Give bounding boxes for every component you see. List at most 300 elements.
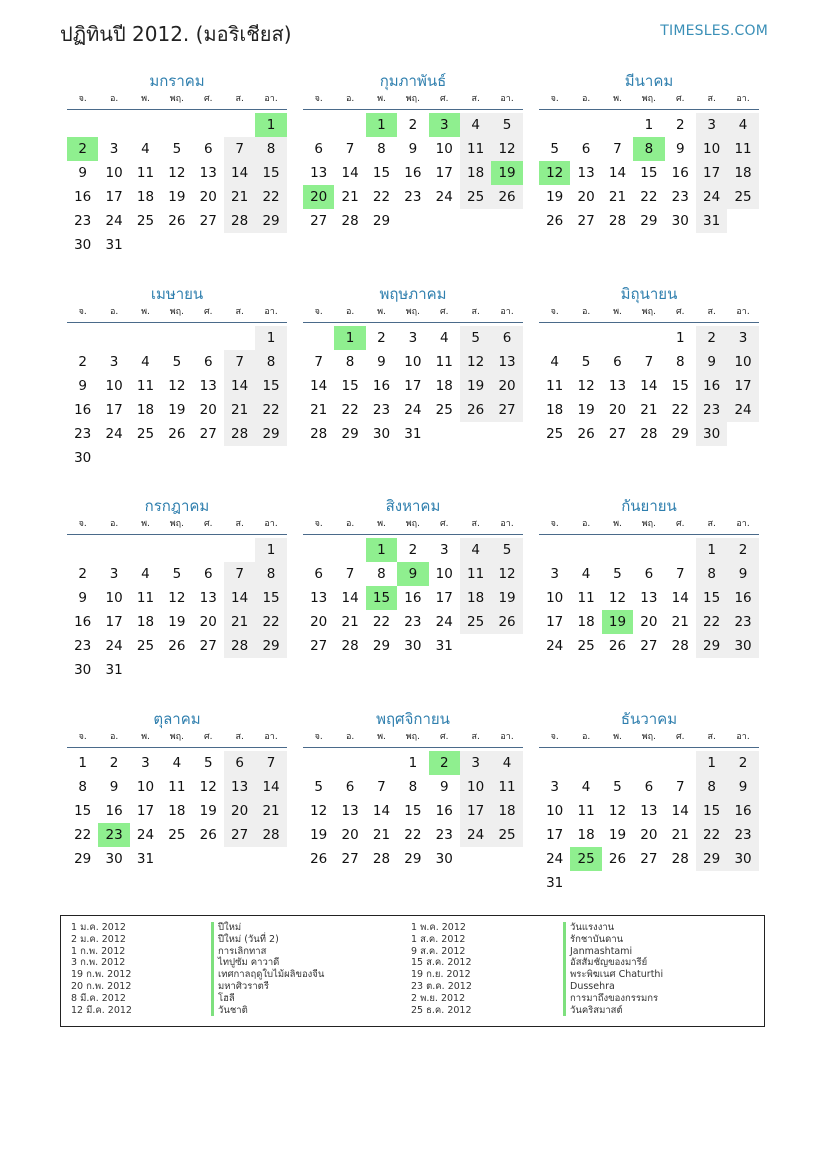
day-cell: 5 [203,755,213,771]
day-cell: 16 [435,803,453,819]
weekday-label: ส. [471,732,480,742]
day-cell: 27 [640,638,658,654]
weekday-header [303,305,523,323]
day-cell: 16 [105,803,123,819]
weekday-label: อ. [581,94,591,104]
empty-cell [130,113,161,137]
day-grid [539,113,759,233]
weekend-day-cell: 15 [255,161,286,185]
day-cell: 19 [310,827,328,843]
legend-holiday-name: การมาถึงของกรรมกร [563,993,663,1005]
weekday-label: อ. [109,94,119,104]
day-cell: 29 [640,213,658,229]
day-cell: 21 [372,827,391,843]
day-cell: 28 [671,851,689,867]
empty-cell [539,538,570,562]
weekend-day-cell: 16 [727,586,758,610]
day-cell: 16 [404,165,422,181]
empty-cell [334,538,365,562]
day-cell: 26 [199,827,217,843]
weekend-day-cell: 28 [224,634,255,658]
day-cell: 23 [404,189,422,205]
empty-cell [602,326,633,350]
month-name: มีนาคม [624,72,674,90]
weekday-label: อ. [581,519,591,529]
weekend-day-cell: 30 [727,634,758,658]
weekend-day-cell: 12 [491,562,522,586]
day-cell: 11 [168,779,186,795]
day-cell: 6 [581,141,591,157]
weekday-label: ส. [707,307,716,317]
day-cell: 11 [136,165,155,181]
weekday-label: อ. [581,307,591,317]
legend-holiday-name: Janmashtami [563,946,663,958]
day-cell: 10 [105,165,123,181]
legend-holiday-name: อัสสัมชัญของมารีย์ [563,957,663,969]
legend-date: 20 ก.พ. 2012 [71,980,132,992]
day-cell: 20 [310,614,328,630]
day-cell: 5 [550,141,559,157]
weekday-label: ส. [471,519,480,529]
month-block [303,708,523,871]
weekend-day-cell: 29 [696,847,727,871]
weekend-day-cell: 11 [460,137,491,161]
weekend-day-cell: 19 [460,374,491,398]
day-cell: 3 [109,141,119,157]
weekday-label: จ. [550,94,559,104]
day-cell: 9 [78,378,87,394]
weekend-day-cell: 12 [491,137,522,161]
empty-cell [334,113,365,137]
weekend-day-cell: 15 [696,799,727,823]
legend-date: 1 ม.ค. 2012 [71,922,126,933]
weekend-day-cell: 1 [255,538,286,562]
day-cell: 30 [435,851,453,867]
weekend-day-cell: 8 [696,775,727,799]
day-cell: 27 [577,213,595,229]
weekend-day-cell: 18 [460,161,491,185]
legend-dates-right [411,922,472,1016]
month-block [67,495,287,682]
day-cell: 24 [546,851,564,867]
day-cell: 26 [577,426,595,442]
day-cell: 19 [168,402,186,418]
day-cell: 10 [435,566,453,582]
day-cell: 6 [644,566,654,582]
weekday-label: พ. [613,307,622,317]
day-cell: 10 [546,590,564,606]
day-cell: 2 [408,117,418,133]
day-cell: 5 [613,779,622,795]
day-cell: 4 [581,566,591,582]
weekday-label: พ. [377,307,386,317]
day-cell: 23 [372,402,391,418]
day-cell: 17 [435,165,453,181]
weekday-label: อา. [500,732,514,742]
day-cell: 20 [199,402,217,418]
day-cell: 13 [608,378,627,394]
weekend-day-cell: 21 [224,610,255,634]
day-cell: 13 [310,590,328,606]
day-cell: 15 [341,378,359,394]
weekend-day-cell: 10 [460,775,491,799]
weekend-day-cell: 1 [255,326,286,350]
weekend-day-cell: 18 [491,799,522,823]
empty-cell [224,326,255,350]
day-cell: 7 [675,566,685,582]
weekend-day-cell: 16 [696,374,727,398]
weekend-day-cell: 14 [224,374,255,398]
weekend-day-cell: 6 [491,326,522,350]
weekend-day-cell: 11 [727,137,758,161]
day-cell: 18 [136,614,155,630]
day-cell: 3 [141,755,150,771]
legend-date: 2 ม.ค. 2012 [71,933,126,945]
day-cell: 17 [105,402,123,418]
day-cell: 14 [341,165,359,181]
weekday-label: พ. [613,732,622,742]
day-grid [67,326,287,470]
holiday-day-cell: 3 [429,113,460,137]
weekend-day-cell: 4 [727,113,758,137]
day-cell: 11 [136,590,155,606]
empty-cell [665,538,696,562]
empty-cell [67,326,98,350]
weekday-label: อ. [345,519,355,529]
weekend-day-cell: 24 [727,398,758,422]
holiday-day-cell: 2 [67,137,98,161]
day-cell: 7 [613,141,622,157]
day-cell: 24 [136,827,155,843]
day-cell: 8 [408,779,418,795]
legend-date: 9 ส.ค. 2012 [411,945,466,957]
weekday-label: อา. [264,307,278,317]
day-cell: 23 [404,614,422,630]
weekend-day-cell: 7 [255,751,286,775]
day-cell: 4 [439,330,449,346]
day-cell: 1 [644,117,654,133]
day-cell: 17 [105,614,123,630]
weekend-day-cell: 9 [727,775,758,799]
day-grid [539,538,759,658]
month-name: มกราคม [149,72,205,90]
month-block [539,283,759,446]
weekend-day-cell: 21 [224,398,255,422]
page-title: ปฏิทินปี 2012. (มอริเชียส) [60,22,292,46]
weekday-label: ส. [235,732,244,742]
weekend-day-cell: 10 [696,137,727,161]
day-cell: 9 [439,779,449,795]
day-cell: 9 [377,354,386,370]
month-block [67,708,287,871]
day-cell: 8 [377,566,386,582]
legend-holiday-name: ไทปูซัม คาวาดี [211,957,324,969]
weekend-day-cell: 10 [727,350,758,374]
weekday-label: อา. [500,94,514,104]
day-cell: 21 [671,827,689,843]
day-cell: 6 [314,141,323,157]
day-cell: 14 [310,378,328,394]
weekday-label: พฤ. [405,732,420,742]
day-cell: 15 [372,165,391,181]
legend-date: 12 มี.ค. 2012 [71,1004,132,1016]
weekend-day-cell: 22 [696,823,727,847]
month-block [303,70,523,233]
weekday-label: จ. [78,94,87,104]
day-cell: 18 [577,614,595,630]
weekday-label: จ. [550,519,559,529]
day-cell: 4 [550,354,559,370]
day-cell: 24 [105,213,123,229]
empty-cell [539,113,570,137]
day-cell: 15 [404,803,422,819]
weekday-label: ศ. [439,307,449,317]
weekday-label: พฤ. [405,307,420,317]
day-cell: 26 [608,638,627,654]
day-cell: 14 [671,590,689,606]
weekend-day-cell: 13 [224,775,255,799]
empty-cell [366,751,397,775]
day-cell: 10 [546,803,564,819]
month-name: สิงหาคม [385,497,441,515]
weekend-day-cell: 20 [491,374,522,398]
empty-cell [303,751,334,775]
empty-cell [67,113,98,137]
legend-holiday-name: โฮลี [211,993,324,1005]
day-cell: 13 [199,165,217,181]
day-cell: 28 [341,213,359,229]
weekday-label: ส. [471,94,480,104]
weekday-label: อา. [264,94,278,104]
empty-cell [224,538,255,562]
empty-cell [570,326,601,350]
day-cell: 24 [435,614,453,630]
day-cell: 31 [404,426,422,442]
weekend-day-cell: 14 [224,161,255,185]
day-cell: 12 [199,779,217,795]
legend-date: 19 ก.ย. 2012 [411,969,471,981]
month-name: ตุลาคม [153,710,201,728]
day-cell: 27 [310,213,328,229]
day-cell: 18 [435,378,453,394]
weekday-label: พ. [141,94,150,104]
day-cell: 25 [435,402,453,418]
weekday-label: อา. [736,519,750,529]
weekend-day-cell: 29 [255,209,286,233]
day-cell: 11 [546,378,564,394]
weekend-day-cell: 2 [727,538,758,562]
empty-cell [161,326,192,350]
legend-names-left [211,922,324,1016]
day-cell: 25 [136,426,155,442]
weekend-day-cell: 28 [255,823,286,847]
holiday-day-cell: 23 [98,823,129,847]
day-cell: 22 [372,614,391,630]
legend-dates-left [71,922,132,1016]
day-cell: 24 [546,638,564,654]
day-cell: 22 [74,827,92,843]
weekday-label: ศ. [439,519,449,529]
weekend-day-cell: 5 [491,538,522,562]
weekday-label: ศ. [203,94,213,104]
day-cell: 14 [671,803,689,819]
weekend-day-cell: 23 [727,610,758,634]
weekend-day-cell: 8 [255,137,286,161]
weekday-label: พฤ. [169,94,184,104]
day-cell: 21 [671,614,689,630]
weekday-label: พฤ. [641,732,656,742]
day-cell: 5 [581,354,591,370]
day-cell: 23 [74,638,92,654]
empty-cell [570,751,601,775]
day-cell: 22 [640,189,658,205]
weekday-label: ศ. [675,519,685,529]
day-cell: 9 [78,165,87,181]
day-cell: 16 [671,165,689,181]
holiday-day-cell: 19 [491,161,522,185]
weekend-day-cell: 24 [696,185,727,209]
day-cell: 7 [675,779,685,795]
day-cell: 31 [435,638,453,654]
weekend-day-cell: 15 [255,586,286,610]
day-cell: 20 [199,189,217,205]
day-cell: 25 [546,426,564,442]
day-cell: 22 [372,189,391,205]
empty-cell [602,751,633,775]
empty-cell [633,751,664,775]
weekday-label: พฤ. [641,519,656,529]
weekday-label: พฤ. [405,94,420,104]
day-cell: 11 [435,354,453,370]
legend-holiday-name: รักชาบันดาน [563,934,663,946]
day-cell: 26 [168,638,186,654]
day-cell: 28 [372,851,391,867]
weekday-header [539,517,759,535]
weekday-label: จ. [314,307,323,317]
month-block [539,70,759,233]
day-cell: 24 [105,426,123,442]
weekend-day-cell: 3 [696,113,727,137]
day-cell: 21 [341,189,359,205]
empty-cell [602,113,633,137]
day-cell: 13 [341,803,359,819]
weekday-label: พฤ. [641,94,656,104]
day-cell: 24 [404,402,422,418]
day-cell: 17 [105,189,123,205]
day-cell: 20 [640,827,658,843]
month-block [67,70,287,257]
day-cell: 13 [640,590,658,606]
weekday-label: พ. [141,732,150,742]
day-cell: 15 [74,803,92,819]
day-cell: 5 [172,566,182,582]
day-cell: 1 [408,755,418,771]
weekday-label: อา. [736,307,750,317]
day-cell: 16 [74,614,92,630]
weekday-label: จ. [78,732,87,742]
day-cell: 27 [640,851,658,867]
weekend-day-cell: 14 [255,775,286,799]
day-cell: 20 [341,827,359,843]
weekend-day-cell: 8 [255,350,286,374]
weekday-label: ส. [707,94,716,104]
weekday-header [67,305,287,323]
legend-holiday-name: พระพิฆเนศ Chaturthi [563,969,663,981]
day-cell: 13 [199,590,217,606]
weekday-label: พ. [141,307,150,317]
day-cell: 2 [78,566,87,582]
day-grid [539,326,759,446]
day-cell: 13 [640,803,658,819]
legend-date: 15 ส.ค. 2012 [411,957,472,969]
weekend-day-cell: 17 [460,799,491,823]
weekday-header [539,92,759,110]
day-cell: 4 [172,755,182,771]
weekday-label: ส. [471,307,480,317]
month-block [539,708,759,895]
month-name: มิถุนายน [620,285,678,303]
weekday-label: จ. [314,519,323,529]
weekday-label: พฤ. [405,519,420,529]
weekend-day-cell: 7 [224,562,255,586]
weekend-day-cell: 6 [224,751,255,775]
weekend-day-cell: 21 [255,799,286,823]
day-cell: 17 [546,614,564,630]
day-cell: 29 [404,851,422,867]
day-cell: 27 [608,426,627,442]
day-cell: 28 [640,426,658,442]
holiday-day-cell: 2 [429,751,460,775]
weekday-header [67,517,287,535]
day-cell: 26 [608,851,627,867]
day-cell: 10 [435,141,453,157]
day-cell: 11 [577,590,595,606]
brand-link[interactable]: TIMESLES.COM [660,23,768,39]
weekend-day-cell: 25 [727,185,758,209]
weekend-day-cell: 23 [727,823,758,847]
day-cell: 7 [345,141,355,157]
day-cell: 6 [203,566,213,582]
weekend-day-cell: 15 [255,374,286,398]
weekday-label: จ. [550,732,559,742]
month-name: พฤศจิกายน [376,710,450,728]
weekday-label: จ. [314,94,323,104]
weekend-day-cell: 4 [491,751,522,775]
month-name: กุมภาพันธ์ [379,72,447,90]
weekend-day-cell: 22 [255,610,286,634]
weekend-day-cell: 29 [696,634,727,658]
legend-holiday-name: Dussehra [563,981,663,993]
day-cell: 14 [341,590,359,606]
weekend-day-cell: 8 [696,562,727,586]
day-cell: 3 [550,566,559,582]
day-cell: 29 [341,426,359,442]
legend-date: 8 มี.ค. 2012 [71,992,126,1004]
day-cell: 9 [675,141,685,157]
weekday-label: ศ. [203,732,213,742]
day-grid [67,113,287,257]
weekend-day-cell: 3 [460,751,491,775]
weekend-day-cell: 22 [255,185,286,209]
day-cell: 30 [74,237,92,253]
legend-date: 1 พ.ค. 2012 [411,922,466,933]
day-cell: 6 [314,566,323,582]
day-cell: 26 [168,213,186,229]
day-cell: 13 [199,378,217,394]
month-name: พฤษภาคม [379,285,447,303]
weekend-day-cell: 7 [224,137,255,161]
day-cell: 8 [675,354,685,370]
